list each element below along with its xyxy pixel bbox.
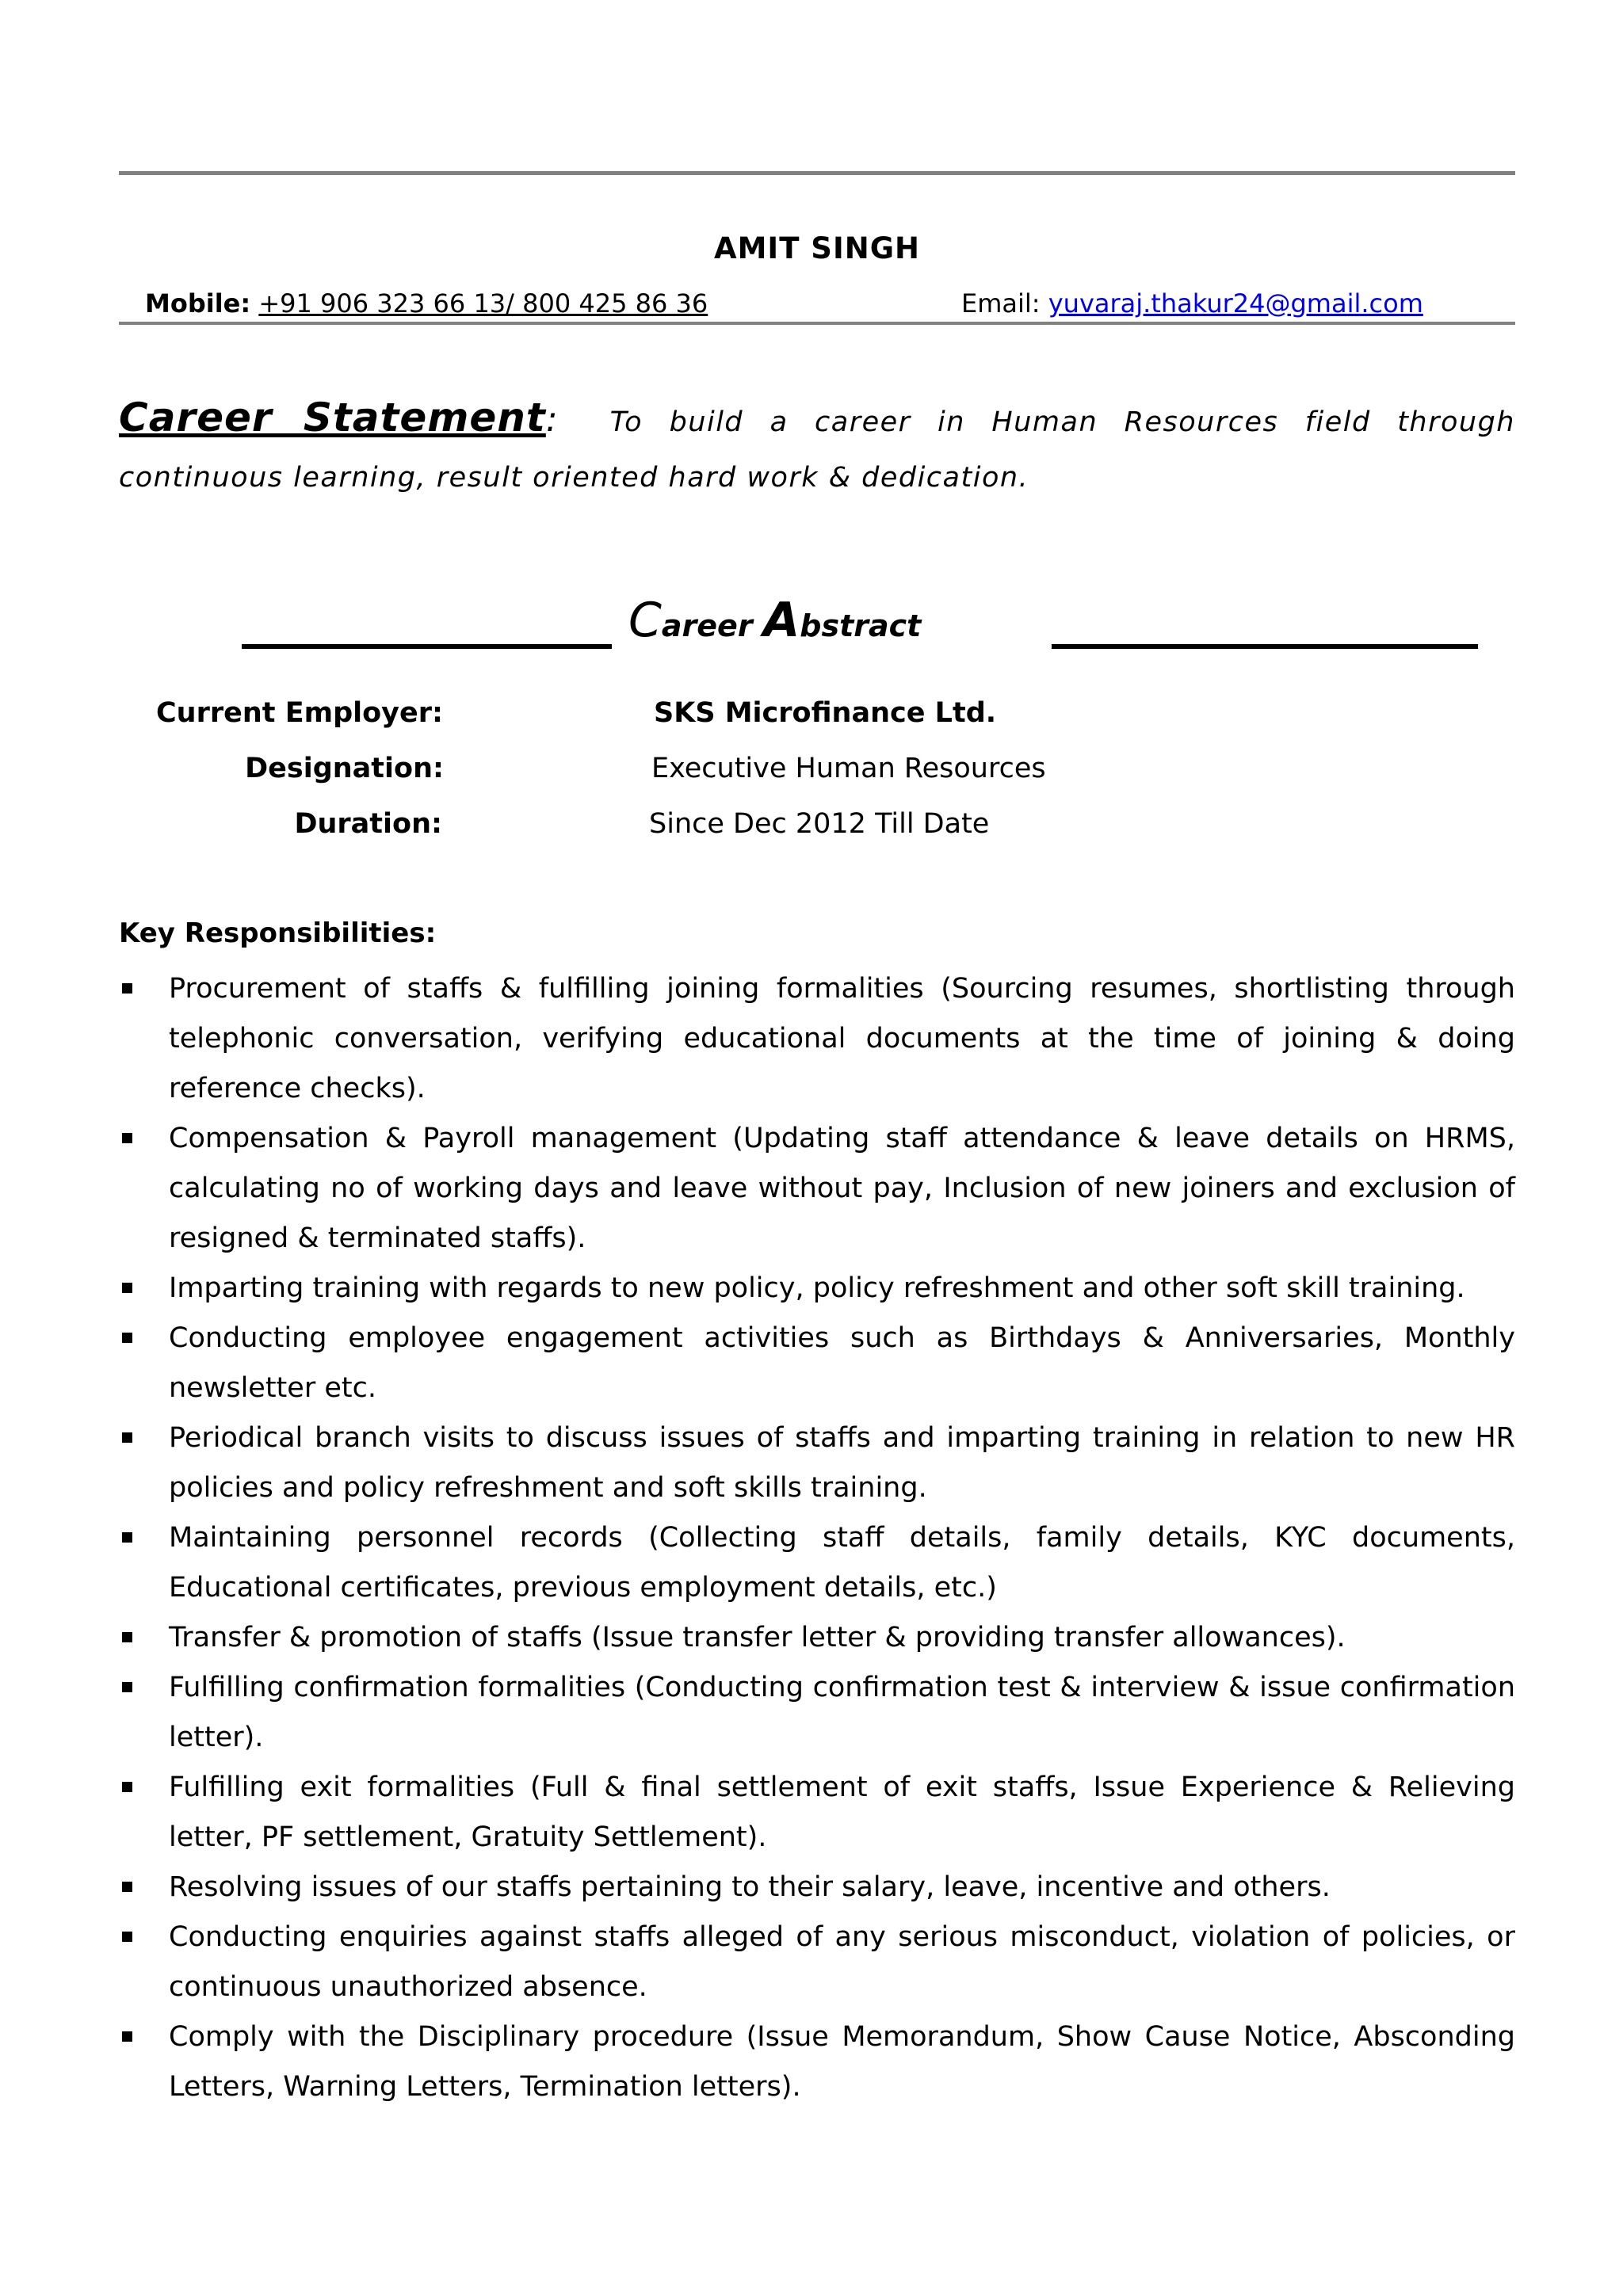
responsibilities-list (119, 964, 1515, 2112)
list-item (119, 2012, 1515, 2112)
top-divider (119, 171, 1515, 175)
list-item (119, 1413, 1515, 1513)
list-item (119, 1913, 1515, 2012)
list-item (119, 1863, 1515, 1913)
responsibility-text: Periodical branch visits to discuss issues of staffs and imparting training in relation to new HR policies and policy refreshment and soft skills training. (169, 1422, 1515, 1504)
square-bullet-icon (122, 1882, 132, 1892)
square-bullet-icon (122, 983, 132, 994)
square-bullet-icon (122, 1632, 132, 1642)
responsibility-text: Comply with the Disciplinary procedure (Issue Memorandum, Show Cause Notice, Absconding Letters, Warning Letters, Termination letters). (169, 2021, 1515, 2103)
key-responsibilities-heading: Key Responsibilities: (119, 917, 437, 949)
title-initial-c: C (628, 593, 662, 648)
square-bullet-icon (122, 1932, 132, 1942)
duration-value: Since Dec 2012 Till Date (649, 808, 990, 840)
square-bullet-icon (122, 1283, 132, 1293)
employer-label: Current Employer: (156, 697, 443, 729)
email-contact (961, 288, 1423, 318)
square-bullet-icon (122, 1432, 132, 1443)
square-bullet-icon (122, 1532, 132, 1543)
responsibility-text: Fulfilling confirmation formalities (Conducting confirmation test & interview & issue confirmation letter). (169, 1672, 1515, 1753)
list-item (119, 1314, 1515, 1413)
email-link[interactable]: yuvaraj.thakur24@gmail.com (1048, 288, 1423, 318)
mobile-label: Mobile: (145, 288, 251, 318)
responsibility-text: Transfer & promotion of staffs (Issue transfer letter & providing transfer allowances). (169, 1622, 1346, 1653)
square-bullet-icon (122, 2031, 132, 2042)
career-statement (119, 390, 1515, 505)
employer-value: SKS Microfinance Ltd. (654, 697, 997, 729)
heading-rule-right (1052, 644, 1478, 649)
title-initial-a: A (762, 593, 800, 648)
list-item (119, 1613, 1515, 1663)
list-item (119, 964, 1515, 1114)
heading-rule-left (242, 644, 612, 649)
list-item (119, 1114, 1515, 1264)
responsibility-text: Fulfilling exit formalities (Full & final settlement of exit staffs, Issue Experience & Relieving letter, PF settlement, Gratuity Settlement). (169, 1772, 1515, 1853)
title-part-2: bstract (800, 608, 922, 643)
designation-label: Designation: (245, 753, 444, 784)
square-bullet-icon (122, 1333, 132, 1343)
employer-row (119, 697, 1515, 737)
resume-page (119, 0, 1515, 2296)
mobile-contact (145, 288, 708, 318)
career-statement-text: To build a career in Human Resources field through continuous learning, result oriented hard work & dedication. (119, 406, 1515, 494)
square-bullet-icon (122, 1133, 132, 1143)
responsibility-text: Compensation & Payroll management (Updating staff attendance & leave details on HRMS, calculating no of working days and leave without pay, Inclusion of new joiners and exclusion of resigned & terminated staffs). (169, 1123, 1515, 1254)
list-item (119, 1513, 1515, 1613)
responsibility-text: Conducting enquiries against staffs alleged of any serious misconduct, violation of policies, or continuous unauthorized absence. (169, 1921, 1515, 2003)
list-item (119, 1264, 1515, 1314)
title-part-1: areer (661, 608, 763, 643)
list-item (119, 1763, 1515, 1863)
list-item (119, 1663, 1515, 1763)
contact-row (119, 285, 1515, 325)
responsibility-text: Procurement of staffs & fulfilling joining formalities (Sourcing resumes, shortlisting through telephonic conversation, verifying educational documents at the time of joining & doing reference checks). (169, 973, 1515, 1104)
candidate-name: AMIT SINGH (713, 231, 921, 265)
career-statement-colon: : (545, 399, 558, 440)
square-bullet-icon (122, 1782, 132, 1792)
career-abstract-heading (242, 593, 1350, 656)
square-bullet-icon (122, 1682, 132, 1692)
mobile-number: +91 906 323 66 13/ 800 425 86 36 (258, 288, 708, 318)
designation-row (119, 753, 1515, 792)
responsibility-text: Imparting training with regards to new policy, policy refreshment and other soft skill training. (169, 1272, 1465, 1304)
email-label: Email: (961, 288, 1041, 318)
career-abstract-title (628, 593, 921, 648)
duration-row (119, 808, 1515, 848)
responsibility-text: Conducting employee engagement activities such as Birthdays & Anniversaries, Monthly newsletter etc. (169, 1322, 1515, 1404)
designation-value: Executive Human Resources (651, 753, 1046, 784)
career-statement-label: Career Statement (119, 395, 546, 441)
responsibility-text: Maintaining personnel records (Collecting staff details, family details, KYC documents, Educational certificates, previous employment details, etc.) (169, 1522, 1515, 1604)
duration-label: Duration: (294, 808, 442, 840)
responsibility-text: Resolving issues of our staffs pertaining to their salary, leave, incentive and others. (169, 1871, 1331, 1903)
